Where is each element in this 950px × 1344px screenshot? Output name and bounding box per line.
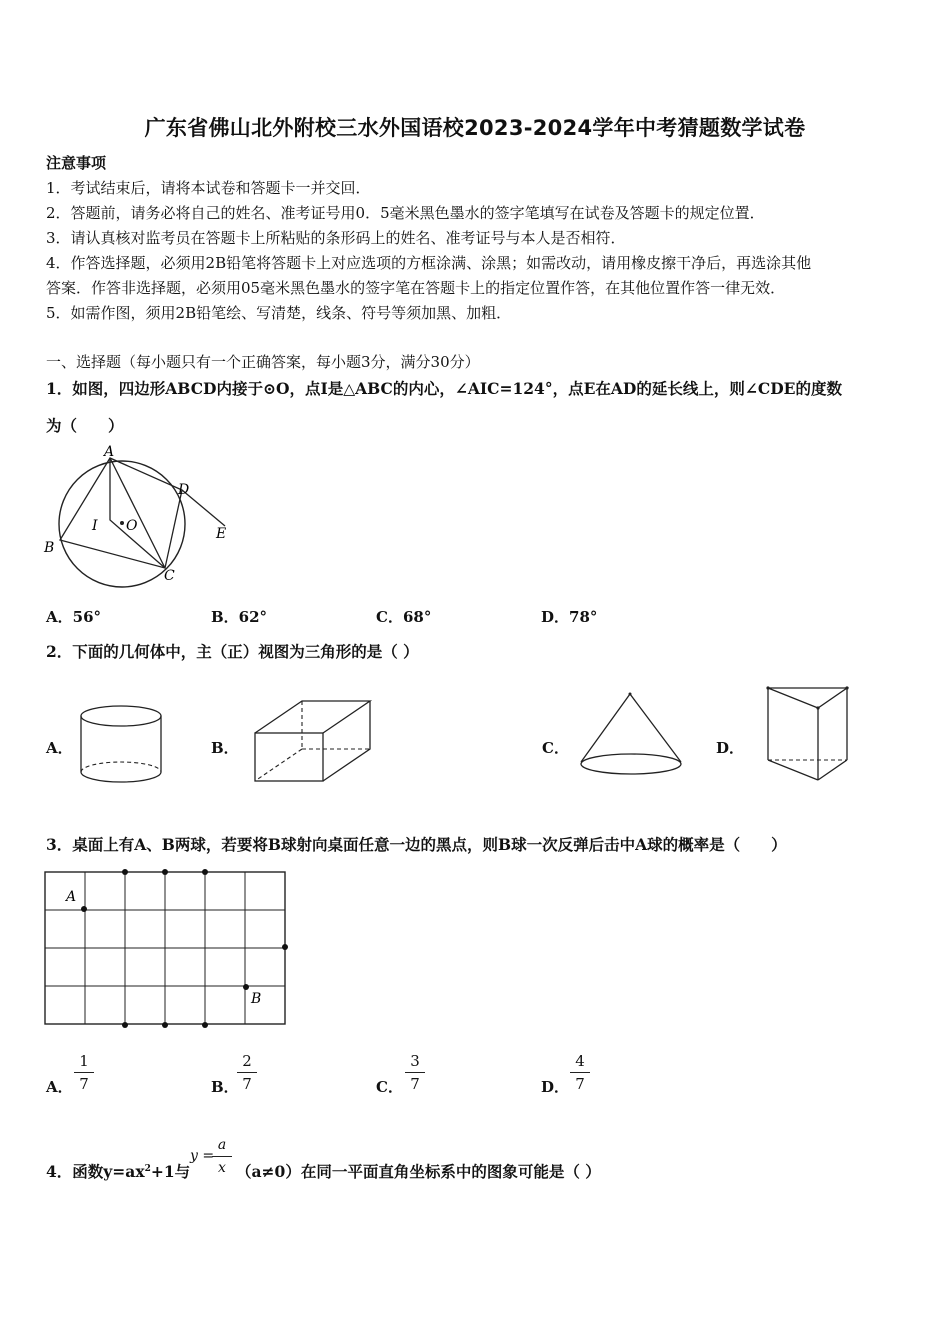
q3-option-b[interactable]: B． bbox=[211, 1078, 239, 1096]
page-title: 广东省佛山北外附校三水外国语校2023-2024学年中考猜题数学试卷 bbox=[144, 116, 806, 140]
note-item: 5．如需作图，须用2B铅笔绘、写清楚，线条、符号等须加黑、加粗． bbox=[46, 304, 512, 322]
prism-figure bbox=[762, 682, 854, 784]
question-1-figure bbox=[40, 440, 240, 590]
question-1-text-cont: 为（ ） bbox=[46, 416, 124, 435]
q4-fraction-y: y = bbox=[190, 1148, 215, 1164]
q1-option-d[interactable]: D．78° bbox=[541, 608, 598, 626]
q3-option-a[interactable]: A． bbox=[46, 1078, 73, 1096]
label-a: A bbox=[104, 444, 115, 460]
cuboid-figure bbox=[250, 695, 376, 787]
q4-fraction: a x bbox=[212, 1136, 232, 1177]
notes-heading: 注意事项 bbox=[46, 154, 107, 172]
q3-option-d-fraction: 4 7 bbox=[570, 1052, 590, 1093]
q2-option-d[interactable]: D． bbox=[716, 739, 745, 757]
question-3-text: 3．桌面上有A、B两球，若要将B球射向桌面任意一边的黑点，则B球一次反弹后击中A球的概率是（ ） bbox=[46, 835, 787, 854]
q3-option-c-fraction: 3 7 bbox=[405, 1052, 425, 1093]
note-item: 3．请认真核对监考员在答题卡上所粘贴的条形码上的姓名、准考证号与本人是否相符． bbox=[46, 229, 626, 247]
q3-option-d[interactable]: D． bbox=[541, 1078, 570, 1096]
label-i: I bbox=[92, 518, 98, 534]
q2-option-a[interactable]: A． bbox=[46, 739, 73, 757]
q1-option-a[interactable]: A．56° bbox=[46, 608, 102, 626]
note-item: 答案．作答非选择题，必须用05毫米黑色墨水的签字笔在答题卡上的指定位置作答，在其他位置作答一律无效． bbox=[46, 279, 786, 297]
q1-option-b[interactable]: B．62° bbox=[211, 608, 268, 626]
q2-option-b[interactable]: B． bbox=[211, 739, 239, 757]
label-ball-b: B bbox=[251, 991, 262, 1007]
q3-option-c[interactable]: C． bbox=[376, 1078, 403, 1096]
label-b: B bbox=[44, 540, 55, 556]
question-4-text-cont: （a≠0）在同一平面直角坐标系中的图象可能是（ ） bbox=[236, 1162, 601, 1181]
section-heading: 一、选择题（每小题只有一个正确答案，每小题3分，满分30分） bbox=[46, 353, 480, 371]
note-item: 2．答题前，请务必将自己的姓名、准考证号用0．5毫米黑色墨水的签字笔填写在试卷及答题卡的规定位置． bbox=[46, 204, 765, 222]
note-item: 4．作答选择题，必须用2B铅笔将答题卡上对应选项的方框涂满、涂黑；如需改动，请用橡皮擦干净后，再选涂其他 bbox=[46, 254, 812, 272]
q2-option-c[interactable]: C． bbox=[542, 739, 569, 757]
cone-figure bbox=[576, 688, 686, 780]
label-ball-a: A bbox=[66, 889, 77, 905]
question-1-text: 1．如图，四边形ABCD内接于⊙O，点I是△ABC的内心，∠AIC=124°，点E在AD的延长线上，则∠CDE的度数 bbox=[46, 379, 842, 398]
label-e: E bbox=[216, 526, 227, 542]
q3-option-a-fraction: 1 7 bbox=[74, 1052, 94, 1093]
q3-option-b-fraction: 2 7 bbox=[237, 1052, 257, 1093]
question-4-text: 4．函数$y=ax^2+1$与 bbox=[46, 1162, 191, 1181]
cylinder-figure bbox=[76, 700, 168, 788]
label-c: C bbox=[164, 568, 175, 584]
question-3-figure bbox=[40, 866, 296, 1032]
q1-option-c[interactable]: C．68° bbox=[376, 608, 432, 626]
label-o: O bbox=[126, 518, 138, 534]
note-item: 1．考试结束后，请将本试卷和答题卡一并交回． bbox=[46, 179, 371, 197]
question-2-text: 2．下面的几何体中，主（正）视图为三角形的是（ ） bbox=[46, 642, 419, 661]
label-d: D bbox=[178, 482, 190, 498]
